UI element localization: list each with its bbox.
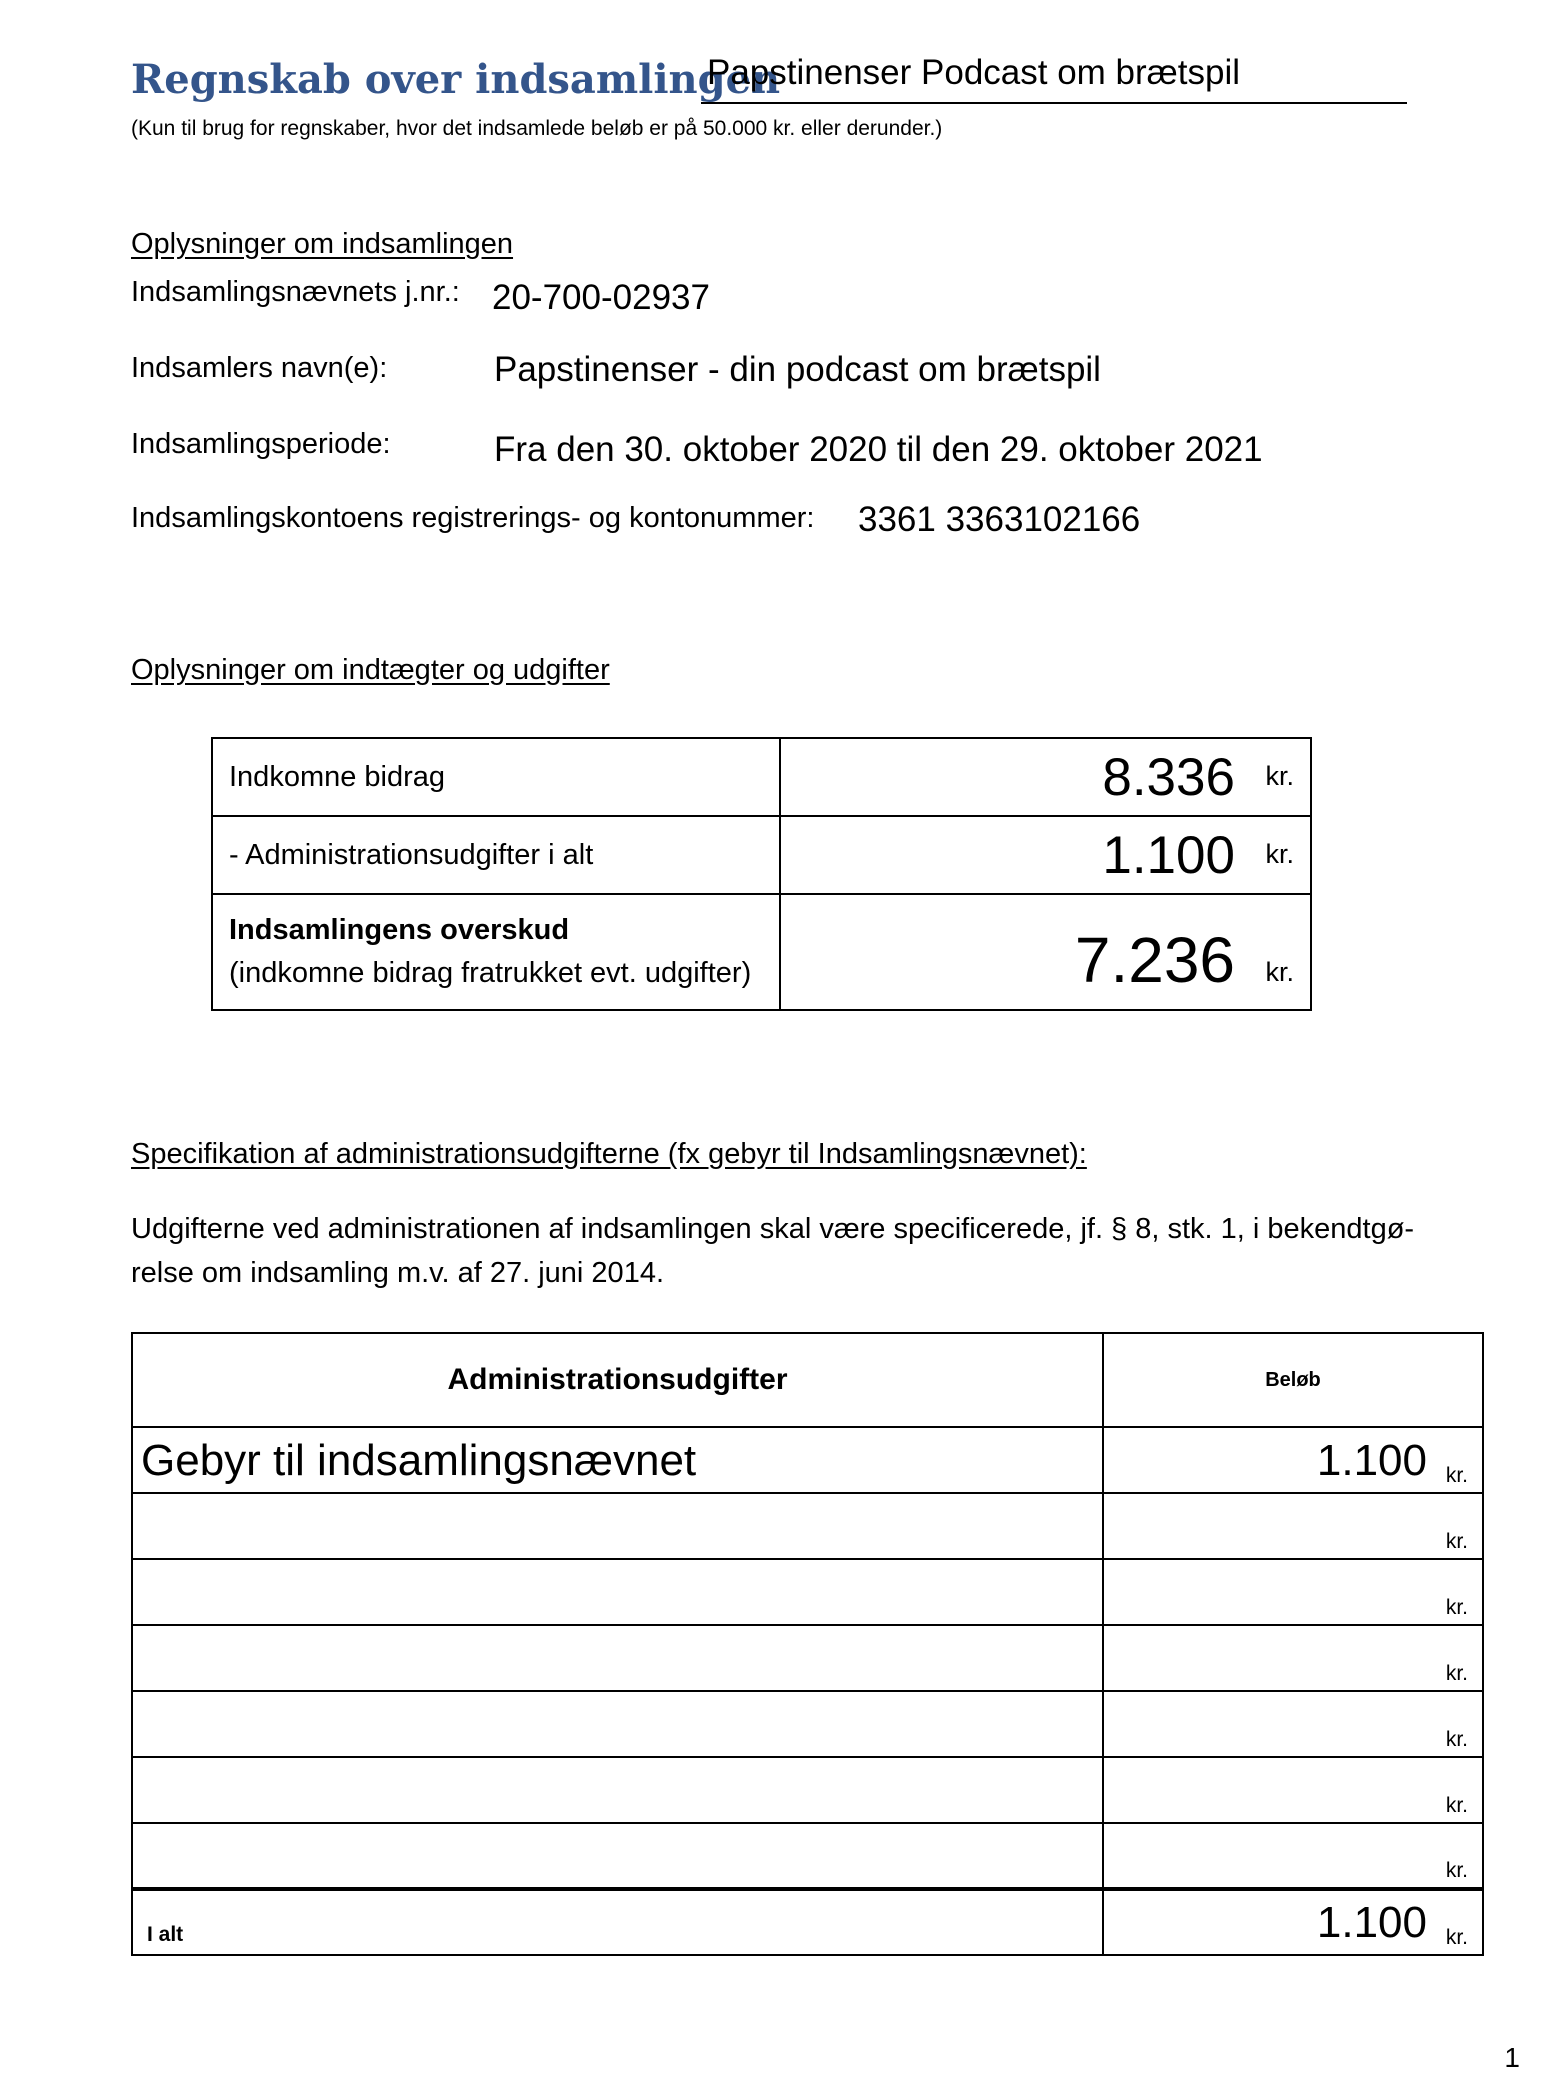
spec-unit: kr.: [1445, 1464, 1468, 1487]
usage-note: (Kun til brug for regnskaber, hvor det indsamlede beløb er på 50.000 kr. eller derunder.): [131, 117, 943, 140]
admin-label: - Administrationsudgifter i alt: [212, 816, 780, 894]
document-title: Regnskab over indsamlingen: [131, 56, 781, 103]
account-label: Indsamlingskontoens registrerings- og kontonummer:: [131, 502, 815, 534]
income-label: Indkomne bidrag: [212, 738, 780, 816]
spec-desc-cell[interactable]: [132, 1691, 1103, 1757]
total-amount-cell[interactable]: [1103, 1889, 1483, 1955]
spec-amount: 1.100: [1316, 1436, 1427, 1485]
table-row: [132, 1427, 1483, 1493]
spec-desc-cell[interactable]: [132, 1559, 1103, 1625]
spec-paragraph-line2: relse om indsamling m.v. af 27. juni 2014.: [131, 1257, 665, 1289]
table-row: [132, 1823, 1483, 1889]
admin-amount: 1.100: [1102, 826, 1235, 885]
income-heading: Oplysninger om indtægter og udgifter: [131, 654, 610, 686]
surplus-amount: 7.236: [1074, 924, 1235, 996]
total-label: I alt: [147, 1923, 184, 1946]
table-row: [212, 738, 1311, 816]
page-number: 1: [1504, 2042, 1520, 2073]
table-row: [212, 894, 1311, 1010]
spec-paragraph-line1: Udgifterne ved administrationen af indsamlingen skal være specificerede, jf. § 8, stk. 1, i bekendtgø-: [131, 1213, 1415, 1245]
surplus-sublabel: (indkomne bidrag fratrukket evt. udgifter): [229, 957, 752, 989]
jnr-label: Indsamlingsnævnets j.nr.:: [131, 276, 460, 308]
spec-unit: kr.: [1445, 1728, 1468, 1751]
total-label-cell: [132, 1889, 1103, 1955]
spec-unit: kr.: [1445, 1794, 1468, 1817]
name-label: Indsamlers navn(e):: [131, 352, 388, 384]
surplus-label: Indsamlingens overskud: [229, 914, 570, 946]
table-row: [212, 816, 1311, 894]
spec-amount-cell[interactable]: [1103, 1625, 1483, 1691]
jnr-value[interactable]: 20-700-02937: [492, 278, 710, 317]
surplus-unit: kr.: [1265, 957, 1294, 987]
name-value[interactable]: Papstinenser - din podcast om brætspil: [494, 350, 1101, 389]
admin-unit: kr.: [1265, 839, 1294, 869]
campaign-name-value: Papstinenser Podcast om brætspil: [707, 53, 1241, 92]
period-value[interactable]: Fra den 30. oktober 2020 til den 29. oktober 2021: [494, 430, 1263, 469]
total-amount: 1.100: [1316, 1898, 1427, 1947]
income-unit: kr.: [1265, 761, 1294, 791]
period-label: Indsamlingsperiode:: [131, 428, 391, 460]
income-amount-cell[interactable]: [780, 738, 1311, 816]
spec-amount-cell[interactable]: [1103, 1757, 1483, 1823]
income-amount: 8.336: [1102, 748, 1235, 807]
table-row: [132, 1691, 1483, 1757]
spec-table: [131, 1332, 1484, 1956]
surplus-label-cell: [212, 894, 780, 1010]
spec-amount-cell[interactable]: [1103, 1559, 1483, 1625]
spec-amount-cell[interactable]: [1103, 1427, 1483, 1493]
account-value[interactable]: 3361 3363102166: [858, 500, 1141, 539]
campaign-name-field[interactable]: [701, 48, 1407, 104]
spec-header-row: [132, 1333, 1483, 1427]
col-header-desc: Administrationsudgifter: [132, 1333, 1103, 1427]
admin-amount-cell[interactable]: [780, 816, 1311, 894]
spec-unit: kr.: [1445, 1662, 1468, 1685]
spec-desc-cell[interactable]: [132, 1757, 1103, 1823]
spec-desc-cell[interactable]: [132, 1823, 1103, 1889]
spec-unit: kr.: [1445, 1530, 1468, 1553]
spec-amount-cell[interactable]: [1103, 1493, 1483, 1559]
spec-heading: Specifikation af administrationsudgifterne (fx gebyr til Indsamlingsnævnet):: [131, 1138, 1087, 1170]
spec-desc-cell[interactable]: [132, 1427, 1103, 1493]
table-row: [132, 1757, 1483, 1823]
spec-amount-cell[interactable]: [1103, 1823, 1483, 1889]
income-summary-table: [211, 737, 1312, 1011]
spec-desc-cell[interactable]: [132, 1493, 1103, 1559]
spec-unit: kr.: [1445, 1596, 1468, 1619]
spec-total-row: [132, 1889, 1483, 1955]
surplus-amount-cell[interactable]: [780, 894, 1311, 1010]
table-row: [132, 1559, 1483, 1625]
spec-unit: kr.: [1445, 1859, 1468, 1882]
spec-desc-cell[interactable]: [132, 1625, 1103, 1691]
table-row: [132, 1625, 1483, 1691]
total-unit: kr.: [1445, 1926, 1468, 1949]
spec-desc: Gebyr til indsamlingsnævnet: [141, 1436, 697, 1485]
spec-amount-cell[interactable]: [1103, 1691, 1483, 1757]
table-row: [132, 1493, 1483, 1559]
info-heading: Oplysninger om indsamlingen: [131, 228, 514, 260]
col-header-amount: Beløb: [1103, 1333, 1483, 1427]
